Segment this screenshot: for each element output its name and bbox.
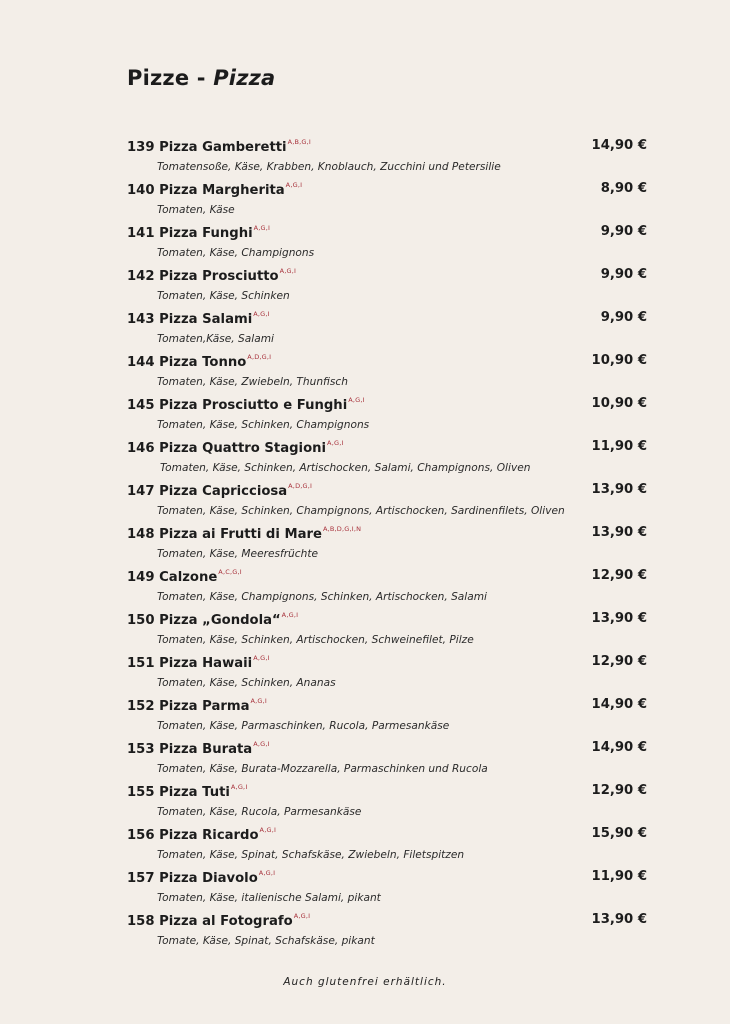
item-price: 14,90 €	[591, 138, 647, 153]
item-description: Tomaten, Käse	[157, 204, 235, 216]
item-description: Tomaten, Käse, Burata-Mozzarella, Parmaschinken und Rucola	[157, 763, 488, 775]
menu-item	[0, 651, 730, 694]
item-description: Tomaten, Käse, Rucola, Parmesankäse	[157, 806, 362, 818]
allergen-codes: A,G,I	[293, 912, 311, 920]
item-price: 13,90 €	[591, 912, 647, 927]
item-description: Tomaten, Käse, Parmaschinken, Rucola, Parmesankäse	[157, 720, 450, 732]
item-description: Tomaten,Käse, Salami	[157, 333, 274, 345]
menu-item	[0, 608, 730, 651]
menu-item	[0, 522, 730, 565]
menu-item	[0, 307, 730, 350]
item-description: Tomaten, Käse, italienische Salami, pikant	[157, 892, 381, 904]
allergen-codes: A,G,I	[285, 181, 303, 189]
item-name: 152 Pizza Parma	[127, 699, 250, 714]
allergen-codes: A,D,G,I	[247, 353, 272, 361]
page-title	[127, 66, 275, 90]
item-name: 144 Pizza Tonno	[127, 355, 247, 370]
item-description: Tomaten, Käse, Champignons, Schinken, Artischocken, Salami	[157, 591, 487, 603]
item-name: 141 Pizza Funghi	[127, 226, 253, 241]
allergen-codes: A,G,I	[230, 783, 248, 791]
item-name: 149 Calzone	[127, 570, 218, 585]
menu-item	[0, 178, 730, 221]
allergen-codes: A,B,G,I	[287, 138, 312, 146]
gluten-free-note: Auch glutenfrei erhältlich.	[283, 976, 447, 988]
item-name: 139 Pizza Gamberetti	[127, 140, 287, 155]
allergen-codes: A,C,G,I	[218, 568, 242, 576]
item-price: 9,90 €	[600, 310, 647, 325]
allergen-codes: A,G,I	[253, 224, 271, 232]
item-description: Tomaten, Käse, Schinken, Champignons	[157, 419, 370, 431]
item-description: Tomatensoße, Käse, Krabben, Knoblauch, Zucchini und Petersilie	[157, 161, 501, 173]
item-name: 157 Pizza Diavolo	[127, 871, 258, 886]
item-description: Tomaten, Käse, Champignons	[157, 247, 315, 259]
item-price: 14,90 €	[591, 740, 647, 755]
menu-item	[0, 393, 730, 436]
item-price: 8,90 €	[600, 181, 647, 196]
allergen-codes: A,G,I	[259, 826, 277, 834]
item-price: 14,90 €	[591, 697, 647, 712]
item-description: Tomaten, Käse, Zwiebeln, Thunfisch	[157, 376, 348, 388]
item-name: 146 Pizza Quattro Stagioni	[127, 441, 327, 456]
item-price: 13,90 €	[591, 482, 647, 497]
item-description: Tomaten, Käse, Spinat, Schafskäse, Zwiebeln, Filetspitzen	[157, 849, 465, 861]
allergen-codes: A,G,I	[253, 654, 270, 662]
item-name: 148 Pizza ai Frutti di Mare	[127, 527, 322, 542]
item-price: 12,90 €	[591, 654, 647, 669]
menu-item	[0, 264, 730, 307]
item-price: 12,90 €	[591, 568, 647, 583]
menu-item	[0, 866, 730, 909]
menu-item	[0, 694, 730, 737]
item-name: 158 Pizza al Fotografo	[127, 914, 293, 929]
allergen-codes: A,D,G,I	[288, 482, 313, 490]
item-description: Tomate, Käse, Spinat, Schafskäse, pikant	[157, 935, 375, 947]
allergen-codes: A,G,I	[279, 267, 297, 275]
allergen-codes: A,B,D,G,I,N	[322, 525, 362, 533]
allergen-codes: A,G,I	[253, 740, 270, 748]
item-name: 153 Pizza Burata	[127, 742, 253, 757]
item-name: 156 Pizza Ricardo	[127, 828, 259, 843]
menu-item	[0, 737, 730, 780]
item-name: 145 Pizza Prosciutto e Funghi	[127, 398, 348, 413]
menu-item	[0, 565, 730, 608]
item-name: 140 Pizza Margherita	[127, 183, 285, 198]
menu-item	[0, 909, 730, 952]
page-title-main: Pizze -	[127, 66, 214, 90]
item-price: 15,90 €	[591, 826, 647, 841]
item-price: 13,90 €	[591, 525, 647, 540]
allergen-codes: A,G,I	[281, 611, 299, 619]
menu-item	[0, 350, 730, 393]
item-price: 13,90 €	[591, 611, 647, 626]
allergen-codes: A,G,I	[250, 697, 268, 705]
item-name: 150 Pizza „Gondola“	[127, 613, 281, 628]
item-description: Tomaten, Käse, Schinken, Artischocken, Salami, Champignons, Oliven	[160, 462, 531, 474]
menu-item	[0, 135, 730, 178]
menu-item	[0, 436, 730, 479]
item-description: Tomaten, Käse, Meeresfrüchte	[157, 548, 318, 560]
menu-item	[0, 780, 730, 823]
item-name: 142 Pizza Prosciutto	[127, 269, 279, 284]
page-title-italic: Pizza	[213, 66, 276, 90]
item-price: 10,90 €	[591, 353, 647, 368]
item-description: Tomaten, Käse, Schinken	[157, 290, 290, 302]
item-price: 10,90 €	[591, 396, 647, 411]
menu-list	[0, 135, 730, 952]
item-price: 11,90 €	[591, 439, 647, 454]
item-name: 151 Pizza Hawaii	[127, 656, 253, 671]
menu-item	[0, 221, 730, 264]
item-name: 143 Pizza Salami	[127, 312, 253, 327]
allergen-codes: A,G,I	[258, 869, 276, 877]
item-description: Tomaten, Käse, Schinken, Artischocken, Schweinefilet, Pilze	[157, 634, 474, 646]
item-price: 9,90 €	[600, 224, 647, 239]
menu-item	[0, 823, 730, 866]
item-name: 155 Pizza Tuti	[127, 785, 230, 800]
menu-item	[0, 479, 730, 522]
item-price: 9,90 €	[600, 267, 647, 282]
item-description: Tomaten, Käse, Schinken, Champignons, Artischocken, Sardinenfilets, Oliven	[157, 505, 565, 517]
allergen-codes: A,G,I	[348, 396, 365, 404]
item-price: 12,90 €	[591, 783, 647, 798]
allergen-codes: A,G,I	[253, 310, 270, 318]
allergen-codes: A,G,I	[327, 439, 344, 447]
item-name: 147 Pizza Capricciosa	[127, 484, 288, 499]
item-description: Tomaten, Käse, Schinken, Ananas	[157, 677, 336, 689]
item-price: 11,90 €	[591, 869, 647, 884]
